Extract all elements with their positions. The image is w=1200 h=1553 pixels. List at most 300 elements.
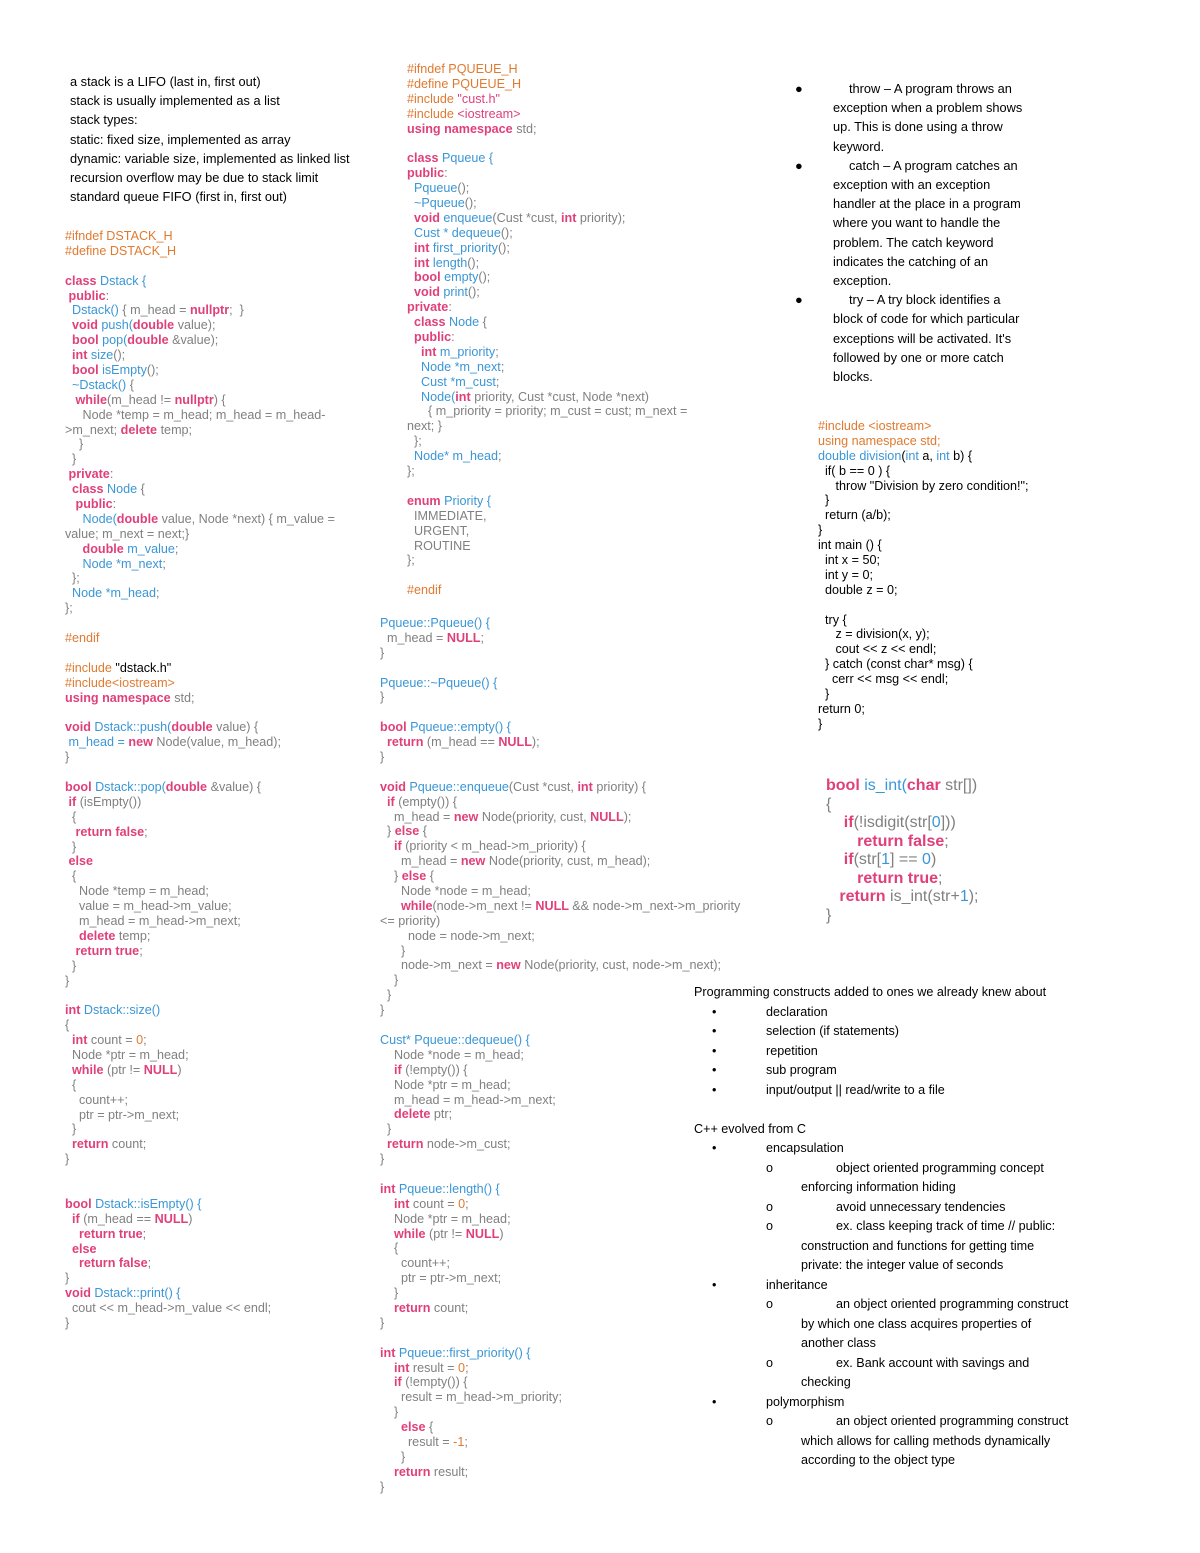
code-token: try { bbox=[818, 612, 847, 627]
code-token: ) bbox=[930, 851, 937, 868]
code-token: private bbox=[65, 467, 110, 482]
code-line bbox=[65, 616, 335, 631]
code-line bbox=[65, 586, 335, 601]
code-line bbox=[826, 796, 979, 815]
code-token: m_head = bbox=[380, 630, 447, 645]
code-token: value, Node *next) { m_value = bbox=[161, 511, 335, 526]
code-line bbox=[407, 553, 687, 568]
code-token: Pqueue bbox=[407, 181, 458, 196]
code-token: ; bbox=[495, 374, 500, 389]
code-line bbox=[65, 706, 335, 721]
code-token: Dstack() bbox=[65, 303, 123, 318]
code-line bbox=[65, 661, 335, 676]
circle-bullet-icon: o bbox=[766, 1160, 774, 1175]
code-token: && node->m_next->m_priority bbox=[572, 898, 741, 913]
code-token: } bbox=[65, 750, 70, 765]
bullet-icon: • bbox=[712, 1082, 717, 1097]
code-line bbox=[65, 601, 335, 616]
code-token: (m_head == bbox=[83, 1211, 155, 1226]
exception-line bbox=[795, 329, 1055, 348]
code-line bbox=[65, 1182, 335, 1197]
code-token: int x = 50; bbox=[818, 553, 880, 568]
cpp-item bbox=[694, 1334, 1194, 1354]
code-token: (node->m_next != bbox=[432, 898, 536, 913]
code-token: int y = 0; bbox=[818, 567, 873, 582]
code-line bbox=[380, 869, 740, 884]
code-line bbox=[65, 1003, 335, 1018]
exception-text: block of code for which particular bbox=[833, 311, 1020, 327]
code-token: std; bbox=[516, 121, 537, 136]
code-token: (); bbox=[113, 348, 126, 363]
code-token: #define PQUEUE_H bbox=[407, 76, 522, 91]
cpp-text: by which one class acquires properties of bbox=[801, 1316, 1032, 1331]
code-line bbox=[407, 226, 687, 241]
code-token: while bbox=[380, 1226, 429, 1241]
code-token: ) bbox=[499, 1226, 504, 1241]
note-line: recursion overflow may be due to stack limit bbox=[70, 170, 319, 186]
code-token: count = bbox=[90, 1033, 137, 1048]
code-line bbox=[380, 1256, 740, 1271]
code-token: void bbox=[407, 285, 444, 300]
code-line bbox=[65, 825, 335, 840]
code-token: while bbox=[380, 898, 433, 913]
code-line bbox=[818, 627, 1029, 642]
code-token: result = bbox=[412, 1360, 459, 1375]
exception-line bbox=[795, 348, 1055, 367]
construct-item bbox=[694, 1042, 1194, 1062]
circle-bullet-icon: o bbox=[766, 1414, 774, 1428]
code-line bbox=[818, 598, 1029, 613]
code-token: #endif bbox=[65, 631, 100, 646]
code-token: } bbox=[65, 1122, 77, 1137]
code-line bbox=[407, 151, 687, 166]
exception-line bbox=[795, 367, 1055, 386]
code-token: value; m_next = next;} bbox=[65, 526, 190, 541]
code-token: (); bbox=[500, 225, 513, 240]
cpp-text: according to the object type bbox=[801, 1453, 956, 1467]
code-line bbox=[65, 1063, 335, 1078]
code-token: result; bbox=[433, 1464, 469, 1479]
exception-line bbox=[795, 271, 1055, 290]
code-token: } bbox=[380, 943, 406, 958]
exception-text: exceptions will be activated. It's bbox=[833, 330, 1012, 346]
code-token: ; bbox=[142, 1226, 147, 1241]
code-token: (m_head == bbox=[426, 735, 499, 750]
code-token: &value) { bbox=[210, 779, 261, 794]
cpp-text: enforcing information hiding bbox=[801, 1180, 956, 1194]
code-token: bool bbox=[65, 333, 103, 348]
code-line bbox=[65, 854, 335, 869]
code-token: ; bbox=[465, 1360, 469, 1375]
code-token: m_priority bbox=[439, 344, 496, 359]
exception-line bbox=[795, 137, 1055, 156]
code-token: { bbox=[429, 869, 434, 884]
code-token: ; bbox=[156, 586, 160, 601]
code-line bbox=[818, 538, 1029, 553]
exception-line bbox=[795, 309, 1055, 328]
code-token: (str[ bbox=[853, 851, 882, 868]
code-token: enum bbox=[407, 493, 445, 508]
code-token: (Cust *cust, bbox=[508, 779, 578, 794]
code-line bbox=[65, 899, 335, 914]
code-token: }; bbox=[65, 601, 73, 616]
code-token: using namespace bbox=[407, 121, 517, 136]
code-line bbox=[380, 750, 740, 765]
code-token: { bbox=[65, 809, 77, 824]
code-line bbox=[65, 393, 335, 408]
code-line bbox=[380, 839, 740, 854]
code-token: if bbox=[826, 814, 854, 831]
cpp-item bbox=[694, 1295, 1194, 1315]
code-token: is_int( bbox=[864, 777, 907, 794]
code-token: (empty()) { bbox=[398, 794, 457, 809]
exception-text: exception. bbox=[833, 273, 892, 289]
code-token: int main () { bbox=[818, 538, 882, 553]
code-token: next; } bbox=[407, 419, 443, 434]
bullet-icon: • bbox=[712, 1394, 717, 1409]
code-token: double z = 0; bbox=[818, 582, 898, 597]
cpp-item bbox=[694, 1315, 1194, 1335]
code-line bbox=[65, 467, 335, 482]
code-token: first_priority bbox=[432, 240, 498, 255]
code-line bbox=[407, 77, 687, 92]
code-token: { bbox=[65, 1077, 77, 1092]
code-line bbox=[826, 851, 979, 870]
code-token: int bbox=[936, 448, 954, 463]
code-token: } bbox=[380, 973, 399, 988]
code-token: ; bbox=[162, 556, 166, 571]
code-token: void bbox=[65, 318, 102, 333]
code-token: ) { bbox=[213, 392, 226, 407]
cpp-item bbox=[694, 1217, 1194, 1237]
code-token: Pqueue::length() { bbox=[398, 1181, 500, 1196]
exception-line bbox=[795, 79, 1055, 98]
code-line bbox=[65, 780, 335, 795]
exception-line bbox=[795, 213, 1055, 232]
code-line bbox=[407, 583, 687, 598]
code-token: { bbox=[140, 482, 145, 497]
code-token: } bbox=[65, 958, 77, 973]
code-token: public bbox=[65, 497, 113, 512]
code-token: return bbox=[380, 1137, 427, 1152]
code-token: (Cust *cust, bbox=[492, 210, 562, 225]
code-line bbox=[818, 449, 1029, 464]
code-line bbox=[380, 1093, 740, 1108]
code-token: { bbox=[826, 795, 832, 813]
code-token: Pqueue::first_priority() { bbox=[398, 1345, 531, 1360]
code-token: int bbox=[65, 1033, 91, 1048]
bullet-icon: ● bbox=[795, 157, 803, 173]
code-token: while bbox=[65, 392, 107, 407]
code-line bbox=[65, 631, 335, 646]
code-token: std; bbox=[174, 690, 195, 705]
code-token: Node *m_next bbox=[65, 556, 163, 571]
code-token: new bbox=[128, 735, 157, 750]
cpp-text: encapsulation bbox=[766, 1141, 844, 1155]
code-token: cout << z << endl; bbox=[818, 642, 937, 657]
code-line bbox=[65, 869, 335, 884]
exception-text: up. This is done using a throw bbox=[833, 119, 1003, 135]
code-token: (!isdigit(str[ bbox=[853, 814, 932, 831]
code-token: >m_next; bbox=[65, 422, 121, 437]
code-line bbox=[818, 419, 1029, 434]
code-token: throw "Division by zero condition!"; bbox=[818, 478, 1029, 493]
cpp-text: an object oriented programming construct bbox=[836, 1297, 1069, 1311]
code-line bbox=[65, 795, 335, 810]
code-token: if bbox=[65, 794, 80, 809]
code-token: Node *ptr = m_head; bbox=[380, 1077, 511, 1092]
code-line bbox=[65, 408, 335, 423]
code-token: delete bbox=[120, 422, 161, 437]
circle-bullet-icon: o bbox=[766, 1297, 774, 1311]
code-line bbox=[407, 390, 687, 405]
code-line bbox=[65, 423, 335, 438]
code-line bbox=[65, 1108, 335, 1123]
code-token: public bbox=[407, 166, 445, 181]
code-line bbox=[380, 1301, 740, 1316]
code-token: int bbox=[380, 1196, 413, 1211]
code-token: bool bbox=[65, 1196, 96, 1211]
code-token: Cust *m_cust bbox=[407, 374, 496, 389]
code-token: public bbox=[407, 330, 452, 345]
code-line bbox=[65, 1256, 335, 1271]
code-token: ) bbox=[188, 1211, 193, 1226]
code-token: count; bbox=[111, 1137, 147, 1152]
cpp-item bbox=[694, 1451, 1194, 1471]
code-token: Pqueue { bbox=[442, 151, 494, 166]
code-line bbox=[65, 1227, 335, 1242]
code-line bbox=[65, 735, 335, 750]
code-line bbox=[380, 944, 740, 959]
code-token: (); bbox=[467, 285, 480, 300]
code-line bbox=[380, 1078, 740, 1093]
code-token: IMMEDIATE, bbox=[407, 508, 487, 523]
code-token: Pqueue::empty() { bbox=[410, 720, 511, 735]
code-token: ; bbox=[143, 1033, 147, 1048]
code-line bbox=[380, 958, 740, 973]
code-token: while bbox=[65, 1062, 107, 1077]
code-token: str[]) bbox=[945, 777, 978, 794]
code-token: int bbox=[407, 240, 433, 255]
code-line bbox=[818, 493, 1029, 508]
code-token: m_head = m_head->m_next; bbox=[65, 913, 241, 928]
code-token: int bbox=[65, 348, 91, 363]
code-line bbox=[380, 1420, 740, 1435]
code-token: ; bbox=[500, 359, 505, 374]
cpp-text: an object oriented programming construct bbox=[836, 1414, 1069, 1428]
cpp-item bbox=[694, 1373, 1194, 1393]
code-token: }; bbox=[407, 434, 422, 449]
cpp-item bbox=[694, 1432, 1194, 1452]
code-token: Cust * dequeue bbox=[407, 225, 501, 240]
code-token: cerr << msg << endl; bbox=[818, 672, 949, 687]
code-token: (priority < m_head->m_priority) { bbox=[405, 839, 586, 854]
code-token: } bbox=[65, 1152, 70, 1167]
code-line bbox=[380, 1480, 740, 1495]
code-line bbox=[65, 884, 335, 899]
code-token: m_head = bbox=[380, 854, 461, 869]
code-line bbox=[380, 1033, 740, 1048]
code-token: }; bbox=[65, 571, 80, 586]
code-line bbox=[818, 434, 1029, 449]
code-line bbox=[407, 449, 687, 464]
code-line bbox=[65, 840, 335, 855]
code-line bbox=[407, 136, 687, 151]
code-token: } bbox=[65, 839, 77, 854]
code-line bbox=[65, 810, 335, 825]
cpp-item bbox=[694, 1276, 1194, 1296]
code-line bbox=[380, 765, 740, 780]
code-token: } bbox=[65, 1271, 70, 1286]
code-token: NULL bbox=[446, 630, 481, 645]
dstack-code bbox=[65, 229, 335, 1331]
code-token: double bbox=[171, 720, 217, 735]
code-line bbox=[65, 1033, 335, 1048]
code-token: 0 bbox=[931, 814, 941, 831]
code-token: (m_head != bbox=[107, 392, 175, 407]
code-token: int bbox=[455, 389, 475, 404]
code-line bbox=[65, 1093, 335, 1108]
code-token: class bbox=[407, 151, 443, 166]
code-token: int bbox=[577, 779, 597, 794]
exception-line bbox=[795, 194, 1055, 213]
code-line bbox=[407, 360, 687, 375]
code-token: char bbox=[906, 777, 946, 794]
cpp-item bbox=[694, 1159, 1194, 1179]
code-token: : bbox=[451, 330, 455, 345]
code-token: : bbox=[109, 467, 114, 482]
construct-text: input/output || read/write to a file bbox=[766, 1082, 945, 1097]
code-line bbox=[380, 661, 740, 676]
is-int-code bbox=[826, 777, 979, 925]
code-line bbox=[380, 690, 740, 705]
code-token: ])) bbox=[940, 814, 956, 831]
code-token: Node bbox=[449, 315, 483, 330]
code-line bbox=[65, 974, 335, 989]
code-token: -1 bbox=[453, 1434, 465, 1449]
code-line bbox=[407, 300, 687, 315]
code-line bbox=[826, 777, 979, 796]
code-token: { m_priority = priority; m_cust = cust; m_next = bbox=[407, 404, 688, 419]
bullet-icon: • bbox=[712, 1063, 717, 1077]
code-token: m_head = m_head->m_next; bbox=[380, 1092, 556, 1107]
code-token: NULL bbox=[535, 898, 573, 913]
code-token: Priority { bbox=[444, 493, 491, 508]
code-token: } bbox=[380, 824, 395, 839]
code-token: URGENT, bbox=[407, 523, 470, 538]
code-line bbox=[65, 1271, 335, 1286]
code-token: nullptr bbox=[189, 303, 230, 318]
code-line bbox=[407, 241, 687, 256]
code-line bbox=[380, 735, 740, 750]
exception-text: problem. The catch keyword bbox=[833, 234, 994, 250]
code-token: enqueue bbox=[443, 210, 493, 225]
code-line bbox=[380, 1182, 740, 1197]
exception-text: try – A try block identifies a bbox=[849, 292, 1001, 308]
code-line bbox=[826, 870, 979, 889]
code-token: value) { bbox=[216, 720, 259, 735]
code-line bbox=[826, 888, 979, 907]
code-token: Node(value, m_head); bbox=[156, 735, 281, 750]
code-line bbox=[407, 256, 687, 271]
code-token: Node bbox=[107, 482, 141, 497]
code-line bbox=[826, 833, 979, 852]
code-line bbox=[818, 568, 1029, 583]
code-line bbox=[65, 557, 335, 572]
code-token: priority) { bbox=[596, 779, 647, 794]
code-token: { bbox=[65, 869, 77, 884]
code-token: "dstack.h" bbox=[115, 660, 172, 675]
code-line bbox=[380, 1331, 740, 1346]
code-token: class bbox=[407, 315, 450, 330]
code-token: Dstack::pop( bbox=[95, 779, 166, 794]
code-token: return false bbox=[65, 824, 145, 839]
code-line bbox=[65, 929, 335, 944]
code-token: class bbox=[65, 273, 101, 288]
code-line bbox=[65, 914, 335, 929]
code-token: Node* m_head bbox=[407, 449, 499, 464]
exception-text: catch – A program catches an bbox=[849, 157, 1018, 173]
code-token: if bbox=[380, 839, 406, 854]
code-token: &value); bbox=[172, 333, 219, 348]
exception-line bbox=[795, 233, 1055, 252]
code-line bbox=[380, 899, 740, 914]
code-line bbox=[407, 419, 687, 434]
code-token: Node( bbox=[65, 511, 117, 526]
code-token: if bbox=[380, 1062, 406, 1077]
code-line bbox=[65, 944, 335, 959]
code-line bbox=[380, 1346, 740, 1361]
code-line bbox=[380, 720, 740, 735]
division-code bbox=[818, 419, 1029, 732]
code-token: m_head = bbox=[380, 809, 454, 824]
code-token: ; } bbox=[229, 303, 244, 318]
code-line bbox=[826, 907, 979, 926]
code-line bbox=[65, 646, 335, 661]
code-line bbox=[380, 1048, 740, 1063]
cpp-text: ex. class keeping track of time // public: bbox=[836, 1219, 1056, 1233]
code-token: int bbox=[561, 210, 580, 225]
exception-text: exception when a problem shows bbox=[833, 100, 1023, 116]
code-token: } bbox=[380, 1479, 385, 1494]
construct-item bbox=[694, 1081, 1194, 1101]
code-token: size bbox=[90, 348, 114, 363]
code-line bbox=[380, 1018, 740, 1033]
code-line bbox=[65, 482, 335, 497]
exception-text: blocks. bbox=[833, 369, 873, 385]
pqueue-header-code bbox=[407, 62, 687, 598]
code-token: else bbox=[65, 854, 94, 869]
code-line bbox=[818, 702, 1029, 717]
code-token: }; bbox=[407, 553, 415, 568]
code-line bbox=[65, 720, 335, 735]
note-line: stack types: bbox=[70, 112, 138, 128]
code-token: value); bbox=[177, 318, 216, 333]
code-token: double bbox=[165, 779, 211, 794]
code-token: new bbox=[460, 854, 489, 869]
code-token: { bbox=[429, 1420, 434, 1435]
code-token: #endif bbox=[407, 583, 442, 598]
code-token: #ifndef PQUEUE_H bbox=[407, 62, 518, 76]
code-token: (ptr != bbox=[429, 1226, 466, 1241]
code-line bbox=[65, 1048, 335, 1063]
code-token: void bbox=[65, 720, 95, 735]
code-token: int bbox=[380, 1181, 399, 1196]
cpp-text: inheritance bbox=[766, 1277, 828, 1292]
code-token: #include bbox=[65, 660, 116, 675]
code-token: : bbox=[105, 288, 110, 303]
code-token: return false bbox=[826, 832, 945, 850]
